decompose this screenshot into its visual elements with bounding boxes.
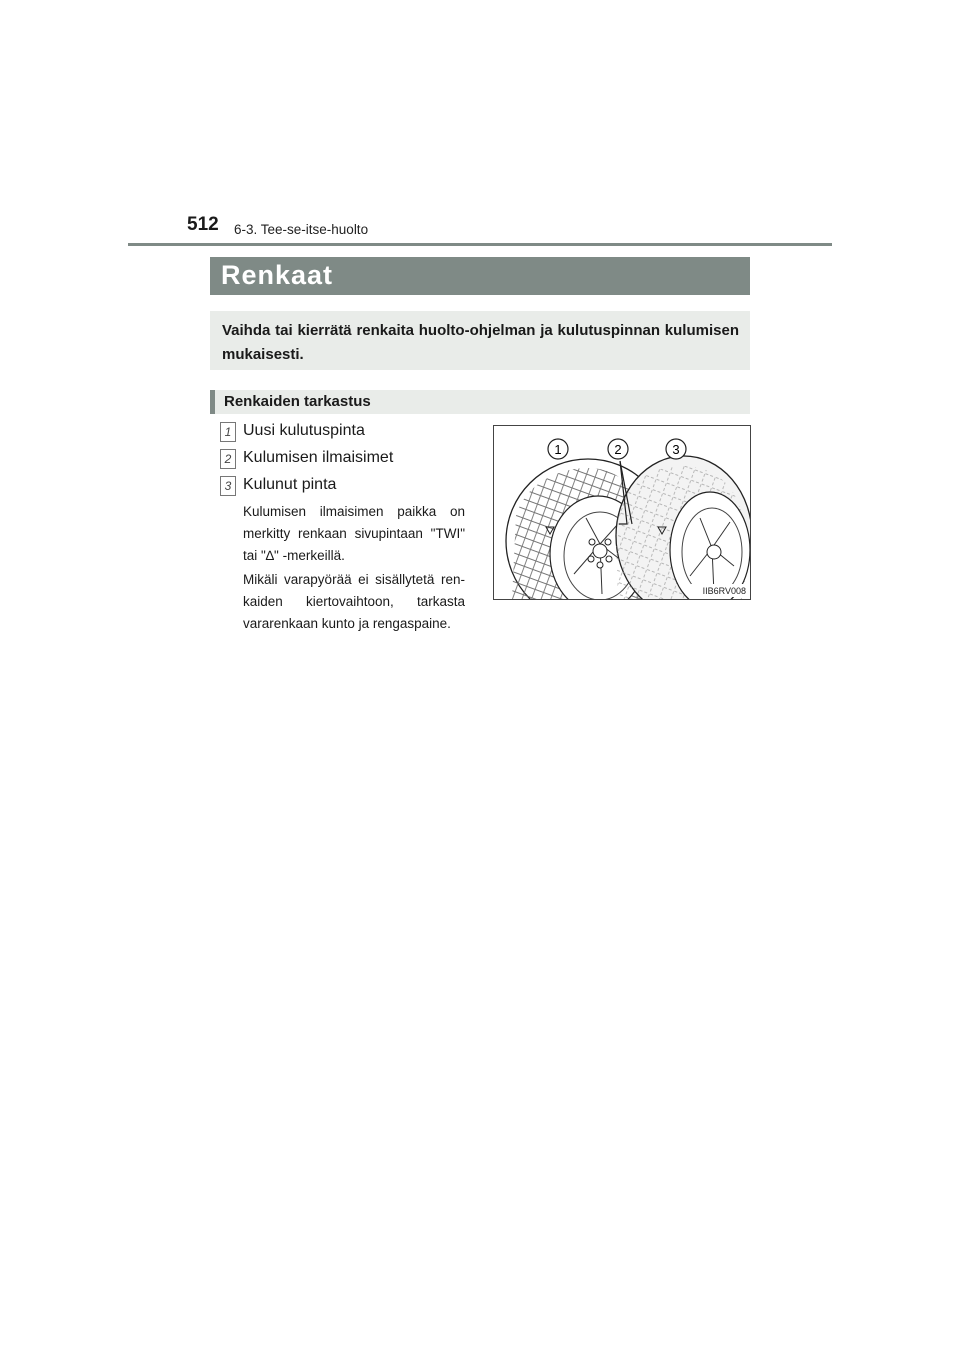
subsection-title: Renkaiden tarkastus <box>224 393 371 410</box>
page-number: 512 <box>187 214 219 235</box>
callout-2-label: 2 <box>614 442 622 457</box>
callout-1-label: 1 <box>554 442 562 457</box>
callout-3-label: 3 <box>672 442 680 457</box>
header-divider <box>128 243 832 246</box>
subsection-header <box>210 390 750 414</box>
item-label: Kulumisen ilmaisimet <box>243 449 394 466</box>
callout-2 <box>608 439 628 459</box>
intro-box <box>210 311 750 370</box>
intro-text: Vaihda tai kierrätä renkaita huolto-ohjelman ja kulutuspinnan kulumisen mukaisesti. <box>222 322 739 363</box>
page-title-bar <box>210 257 750 295</box>
section-reference: 6-3. Tee-se-itse-huolto <box>234 222 369 237</box>
tire-illustration <box>493 425 751 600</box>
callout-3 <box>666 439 686 459</box>
subsection-accent <box>210 390 215 414</box>
page-title: Renkaat <box>221 260 334 290</box>
item-number: 1 <box>220 422 236 442</box>
item-label: Uusi kulutuspinta <box>243 422 365 439</box>
note-wear-indicator: Kulumisen ilmaisimen paikka on merkitty renkaan sivupintaan "TWI" tai "∆" -merkeillä. <box>243 504 465 563</box>
item-label: Kulunut pinta <box>243 476 337 493</box>
tire-drawing <box>494 426 750 599</box>
item-number: 3 <box>220 476 236 496</box>
callout-1 <box>548 439 568 459</box>
figure-code: IIB6RV008 <box>702 586 746 596</box>
note-spare-tire: Mikäli varapyörää ei sisällytetä ren-kaiden kiertovaihtoon, tarkasta vararenkaan kunto ja rengaspaine. <box>243 572 465 631</box>
item-number: 2 <box>220 449 236 469</box>
